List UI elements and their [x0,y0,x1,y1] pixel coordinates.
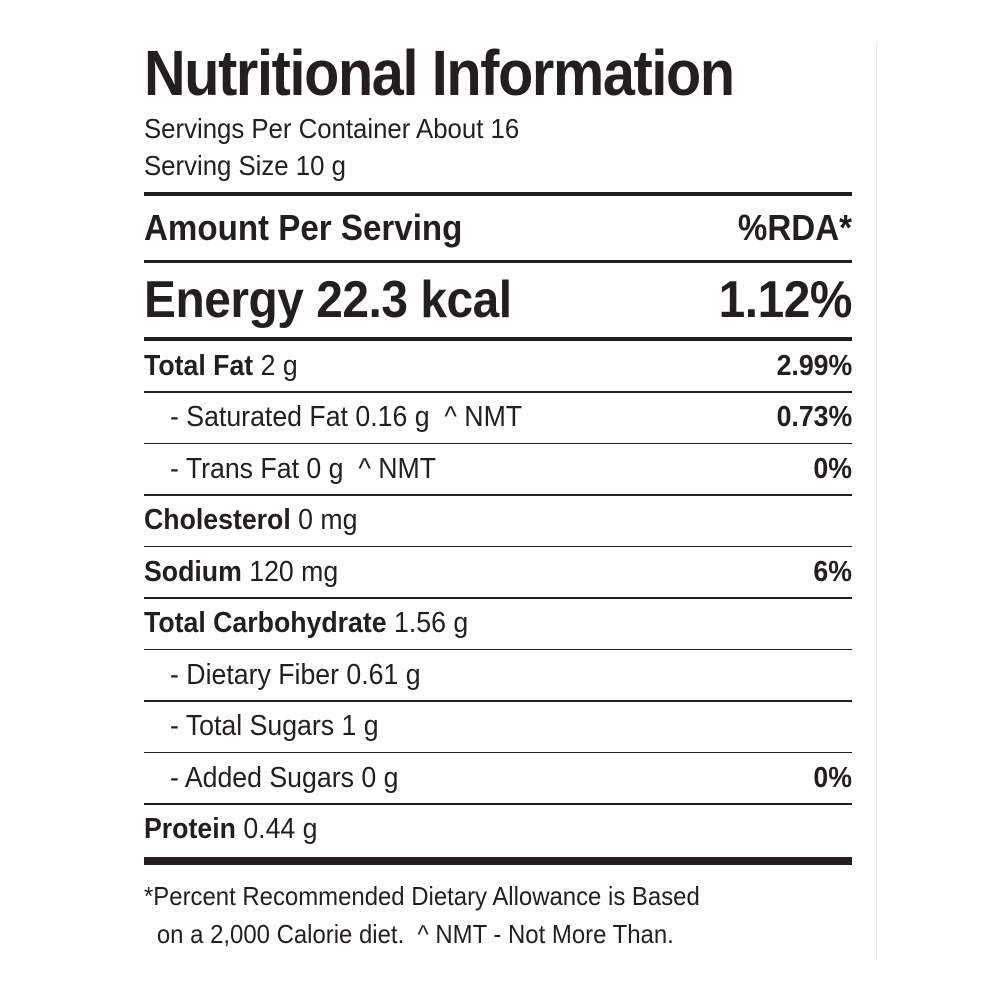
nutrient-amount: 0 mg [290,504,358,536]
rule-bottom [144,857,852,865]
nutrition-label [144,36,852,953]
nutrient-name: Protein [144,813,236,845]
nutrient-name: - Added Sugars 0 g [170,761,399,794]
nutrient-rda: 0.73% [776,401,852,433]
nutrient-name: - Saturated Fat 0.16 g [170,401,430,433]
energy-row [144,263,852,337]
rda-header-label: %RDA* [737,207,852,248]
nutrient-amount: 1.56 g [386,607,469,639]
nutrient-name: Sodium [144,555,242,588]
nutrient-amount: 120 mg [241,555,339,588]
energy-label: Energy 22.3 kcal [144,271,512,329]
amount-per-serving-label: Amount Per Serving [144,207,463,248]
nutrient-row-total-sugars [144,702,852,752]
footnote [144,877,795,953]
nutrient-row-added-sugars [144,753,852,803]
nutrient-name: Total Fat [144,349,254,382]
nutrient-row-protein [144,805,852,855]
nutrient-rda: 2.99% [776,349,852,382]
nutrient-row-sodium [144,547,852,597]
footnote-line-2: on a 2,000 Calorie diet. ^ NMT - Not More Than. [156,918,674,949]
nutrient-amount: ^ NMT [429,401,523,433]
footnote-line-1: *Percent Recommended Dietary Allowance is Based [144,880,700,911]
edge-divider [876,42,877,960]
nutrient-name: - Total Sugars 1 g [170,710,379,742]
nutrient-rda: 0% [813,761,852,794]
nutrient-row-saturated-fat [144,393,852,443]
nutrient-amount: 0.44 g [235,813,318,845]
nutrient-name: Total Carbohydrate [144,607,387,639]
nutrient-rda: 6% [813,555,852,588]
nutrient-row-dietary-fiber [144,650,852,700]
nutrient-row-cholesterol [144,496,852,546]
nutrient-row-trans-fat [144,444,852,494]
nutrient-amount: 2 g [253,349,298,382]
nutrient-row-total-carbohydrate [144,599,852,649]
nutrient-name: - Trans Fat 0 g [170,452,344,485]
energy-rda: 1.12% [718,271,852,329]
nutrient-name: - Dietary Fiber 0.61 g [170,658,421,691]
nutrient-rda: 0% [813,452,852,485]
label-title: Nutritional Information [144,37,734,109]
servings-per-container: Servings Per Container About 16 [144,113,520,144]
amount-header-row [144,196,852,260]
nutrient-row-total-fat [144,341,852,391]
nutrient-amount: ^ NMT [343,452,437,485]
serving-size: Serving Size 10 g [144,150,346,181]
nutrient-name: Cholesterol [144,504,291,536]
